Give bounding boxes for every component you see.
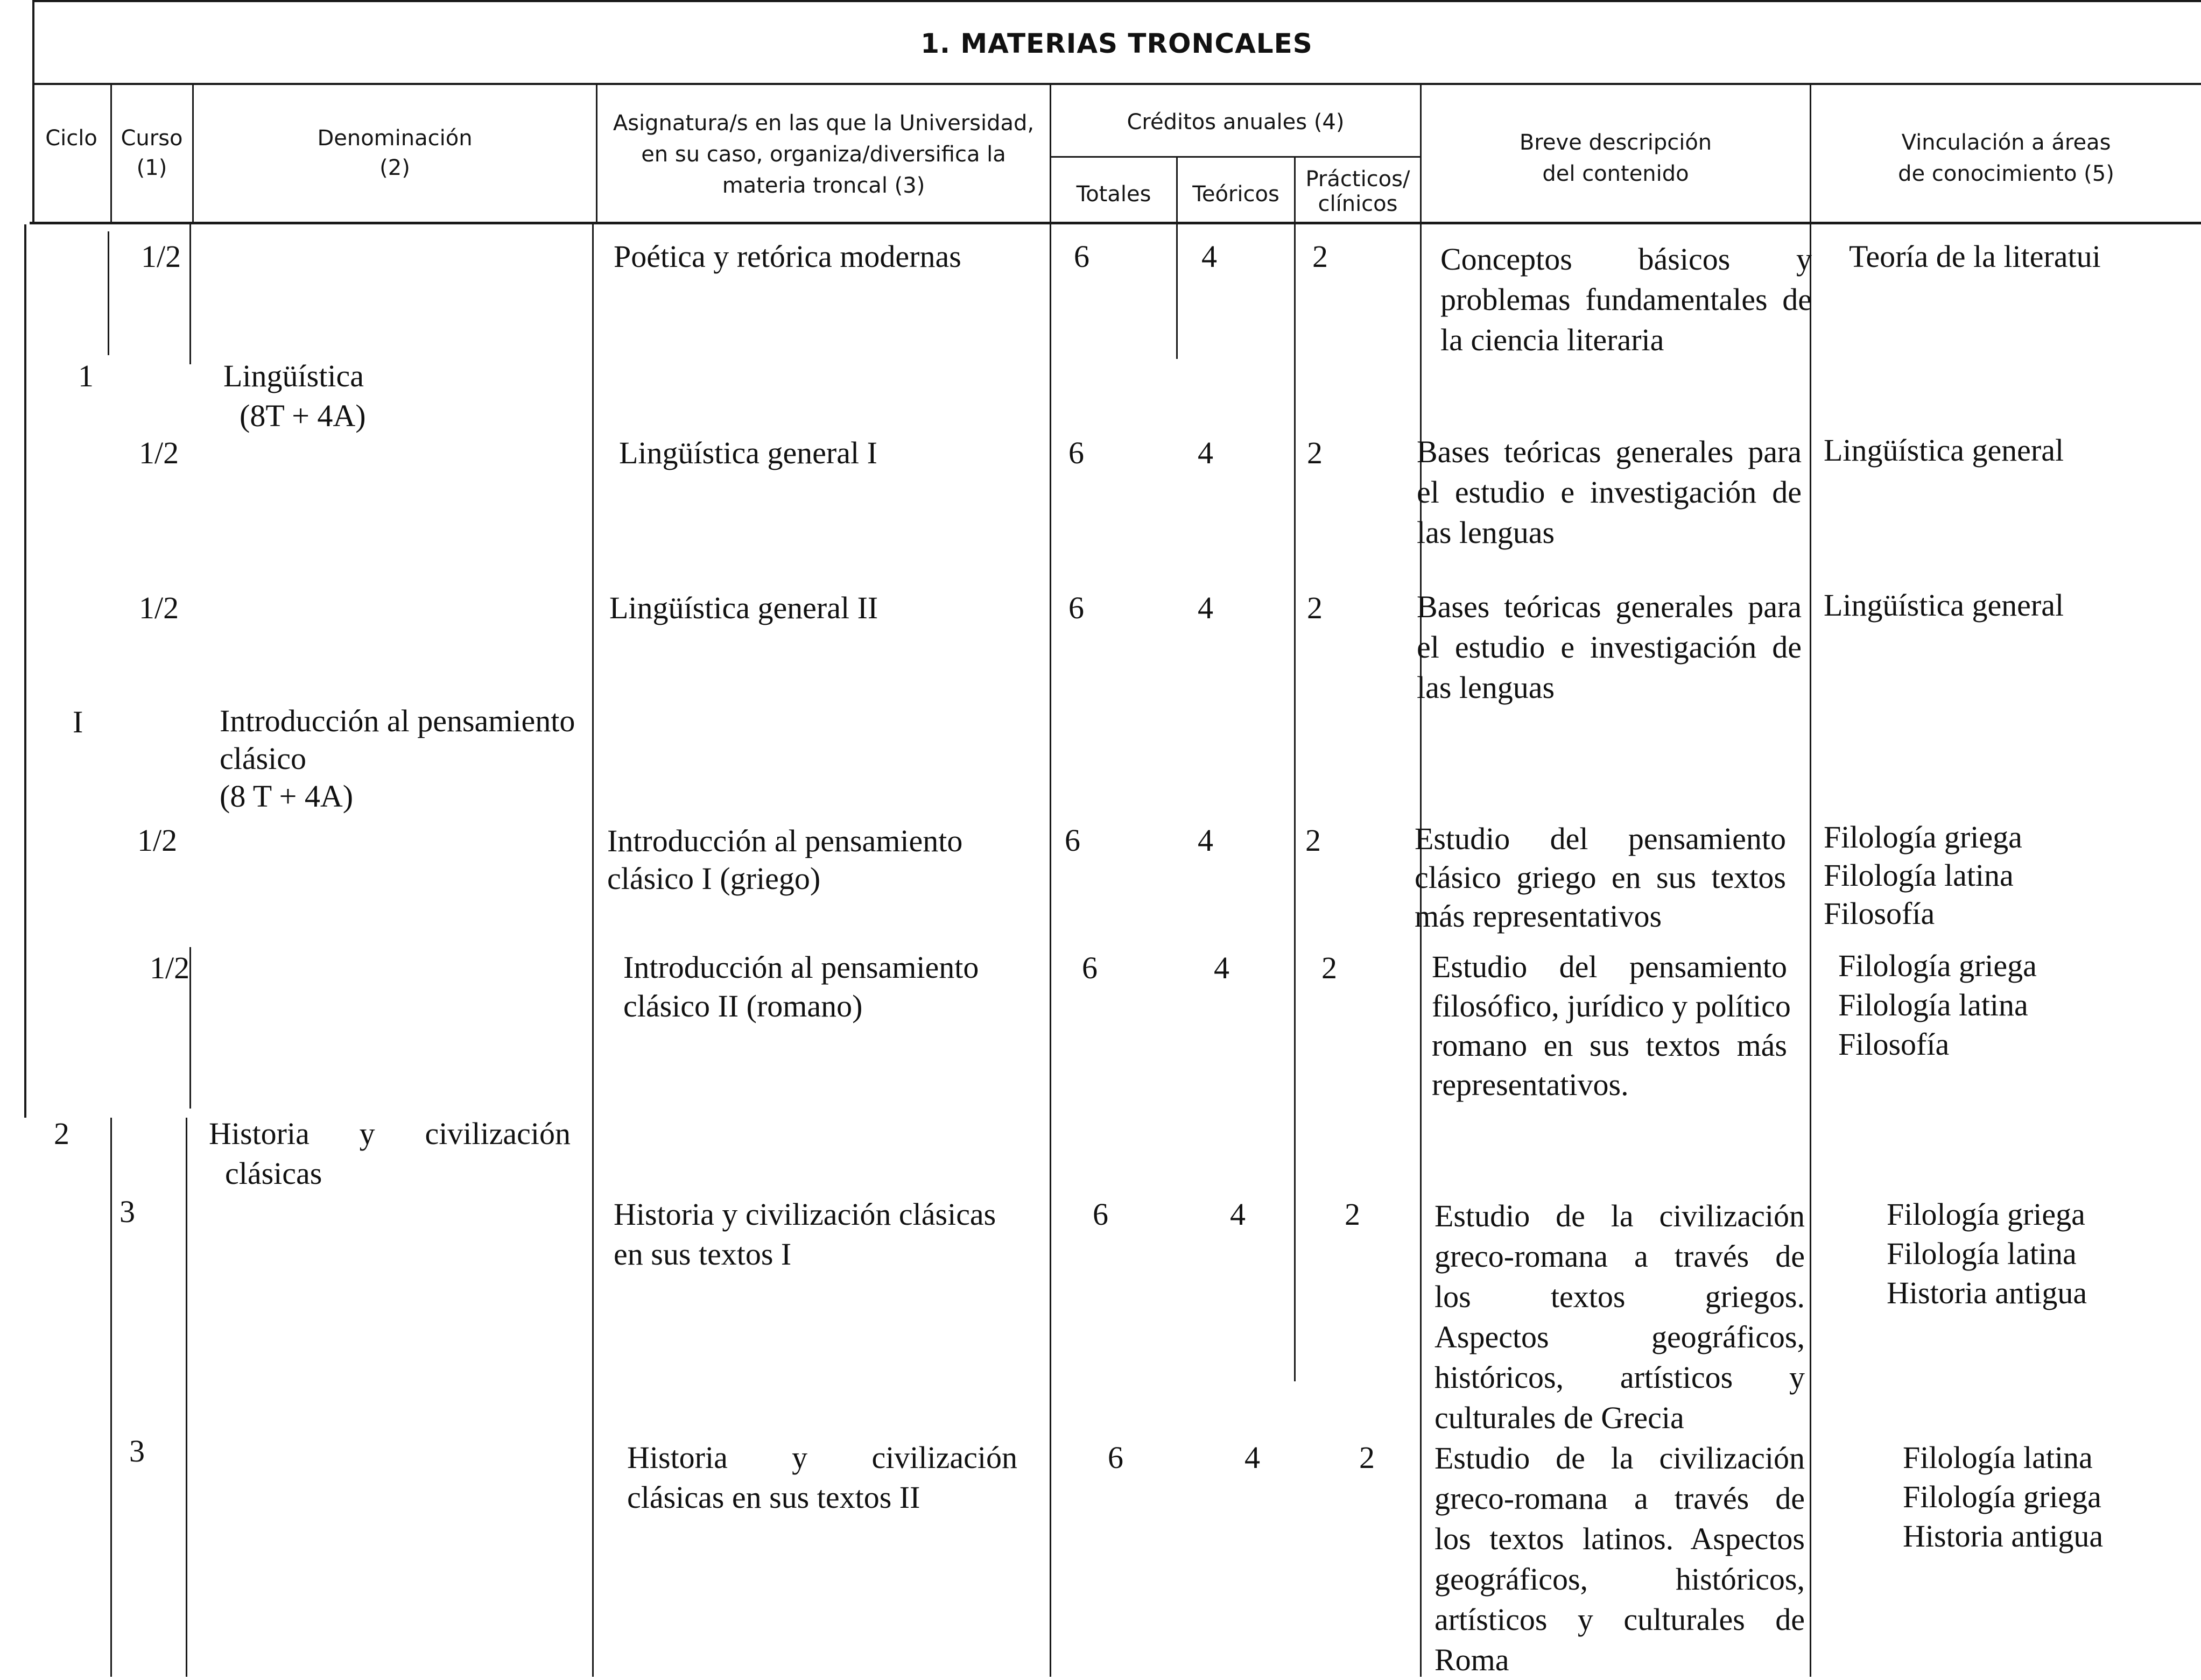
row-2-curso: 1/2: [139, 590, 179, 625]
header-totales: Totales: [1076, 182, 1151, 207]
body-left-border-a: [24, 224, 26, 1118]
row-6-curso: 3: [129, 1434, 145, 1469]
body-totales-divider: [1050, 224, 1051, 1677]
header-curso: Curso (1): [121, 126, 183, 180]
row-2-descripcion: Bases teóricas generales para el estudio e investigación de las lenguas: [1417, 589, 1802, 705]
row-4-teoricos: 4: [1214, 950, 1229, 985]
row-2-practicos: 2: [1307, 590, 1323, 625]
header-ciclo: Ciclo: [45, 126, 97, 151]
row-0-totales: 6: [1074, 239, 1089, 274]
row-4-asignatura: Introducción al pensamiento clásico II (romano): [623, 950, 979, 1023]
row-1-practicos: 2: [1307, 435, 1323, 470]
group-ciclo-3: 2: [54, 1116, 69, 1151]
header-teoricos: Teóricos: [1192, 182, 1279, 207]
header-creditos-anuales: Créditos anuales (4): [1127, 110, 1345, 135]
body-left-border-b: [110, 1118, 112, 1677]
row-3-teoricos: 4: [1198, 823, 1213, 858]
row-6-totales: 6: [1108, 1440, 1123, 1475]
title-bottom-rule: [32, 83, 2201, 85]
row-5-totales: 6: [1093, 1197, 1108, 1232]
row-1-descripcion: Bases teóricas generales para el estudio e investigación de las lenguas: [1417, 434, 1802, 550]
body-denominacion-divider: [186, 1118, 187, 1677]
row-6-areas: Filología latina Filología griega Historia antigua: [1903, 1440, 2104, 1554]
header-asignatura: Asignatura/s en las que la Universidad, en su caso, organiza/diversifica la materia troncal (3): [613, 111, 1035, 198]
table-title: 1. MATERIAS TRONCALES: [920, 28, 1313, 59]
row-6-descripcion: Estudio de la civilización greco-romana a través de los textos latinos. Aspectos geográficos, históricos, artísticos y culturales de Roma: [1434, 1441, 1805, 1677]
row-3-practicos: 2: [1305, 823, 1321, 858]
row-3-curso: 1/2: [137, 823, 178, 858]
body-asignatura-divider: [592, 224, 594, 1677]
row-1-totales: 6: [1068, 435, 1084, 470]
row-4-practicos: 2: [1321, 950, 1337, 985]
row-5-curso: 3: [119, 1194, 135, 1229]
group-ciclo-1: 1: [78, 358, 94, 393]
body-teoricos-divider: [1176, 224, 1178, 359]
row-1-areas: Lingüística general: [1824, 433, 2064, 468]
row-5-teoricos: 4: [1230, 1197, 1246, 1232]
row-2-totales: 6: [1068, 590, 1084, 625]
row-3-descripcion: Estudio del pensamiento clásico griego en sus textos más representativos: [1415, 821, 1786, 934]
creditos-subheader-rule: [1050, 156, 1421, 158]
body-curso-divider-c: [189, 947, 191, 1109]
header-bottom-rule: [30, 222, 2201, 224]
body-vinculacion-divider: [1810, 224, 1811, 1677]
row-6-teoricos: 4: [1244, 1440, 1260, 1475]
row-3-areas: Filología griega Filología latina Filosofía: [1824, 820, 2022, 931]
header-denominacion: Denominación (2): [317, 126, 473, 180]
row-5-descripcion: Estudio de la civilización greco-romana a través de los textos griegos. Aspectos geográficos, históricos, artísticos y culturales de Grecia: [1434, 1198, 1805, 1435]
body-curso-divider-b: [189, 224, 191, 364]
row-3-asignatura: Introducción al pensamiento clásico I (griego): [607, 823, 963, 896]
row-0-descripcion: Conceptos básicos y problemas fundamentales de la ciencia literaria: [1440, 242, 1812, 357]
row-0-teoricos: 4: [1201, 239, 1217, 274]
row-3-totales: 6: [1065, 823, 1080, 858]
row-4-totales: 6: [1082, 950, 1098, 985]
table-top-border: [32, 0, 2201, 2]
body-curso-divider-a: [108, 231, 109, 355]
header-vinculacion: Vinculación a áreas de conocimiento (5): [1898, 130, 2114, 186]
body-practicos-divider: [1294, 224, 1296, 1381]
row-0-areas: Teoría de la literatui: [1849, 239, 2101, 274]
row-0-practicos: 2: [1312, 239, 1328, 274]
header-practicos: Prácticos/ clínicos: [1305, 167, 1410, 216]
group-denominacion-pensamiento: Introducción al pensamiento clásico (8 T + 4A): [220, 703, 575, 814]
row-0-curso: 1/2: [141, 239, 181, 274]
row-4-curso: 1/2: [150, 950, 190, 985]
row-2-areas: Lingüística general: [1824, 588, 2064, 623]
row-5-areas: Filología griega Filología latina Historia antigua: [1887, 1197, 2087, 1310]
row-4-descripcion: Estudio del pensamiento filosófico, jurídico y político romano en sus textos más representativos.: [1432, 949, 1791, 1102]
row-2-teoricos: 4: [1198, 590, 1213, 625]
row-6-practicos: 2: [1359, 1440, 1375, 1475]
row-1-asignatura: Lingüística general I: [619, 435, 877, 470]
row-1-curso: 1/2: [139, 435, 179, 470]
row-6-asignatura: Historia y civilización clásicas en sus textos II: [627, 1440, 1017, 1515]
header-descripcion: Breve descripción del contenido: [1519, 130, 1712, 186]
row-1-teoricos: 4: [1198, 435, 1213, 470]
group-ciclo-2: I: [73, 704, 83, 739]
row-5-practicos: 2: [1345, 1197, 1360, 1232]
row-5-asignatura: Historia y civilización clásicas en sus textos I: [614, 1197, 996, 1272]
row-4-areas: Filología griega Filología latina Filosofía: [1838, 948, 2037, 1062]
row-2-asignatura: Lingüística general II: [609, 590, 878, 625]
group-denominacion-linguistica: Lingüística (8T + 4A): [223, 358, 366, 433]
group-denominacion-historia: Historia y civilización clásicas: [209, 1116, 571, 1191]
row-0-asignatura: Poética y retórica modernas: [614, 239, 961, 274]
